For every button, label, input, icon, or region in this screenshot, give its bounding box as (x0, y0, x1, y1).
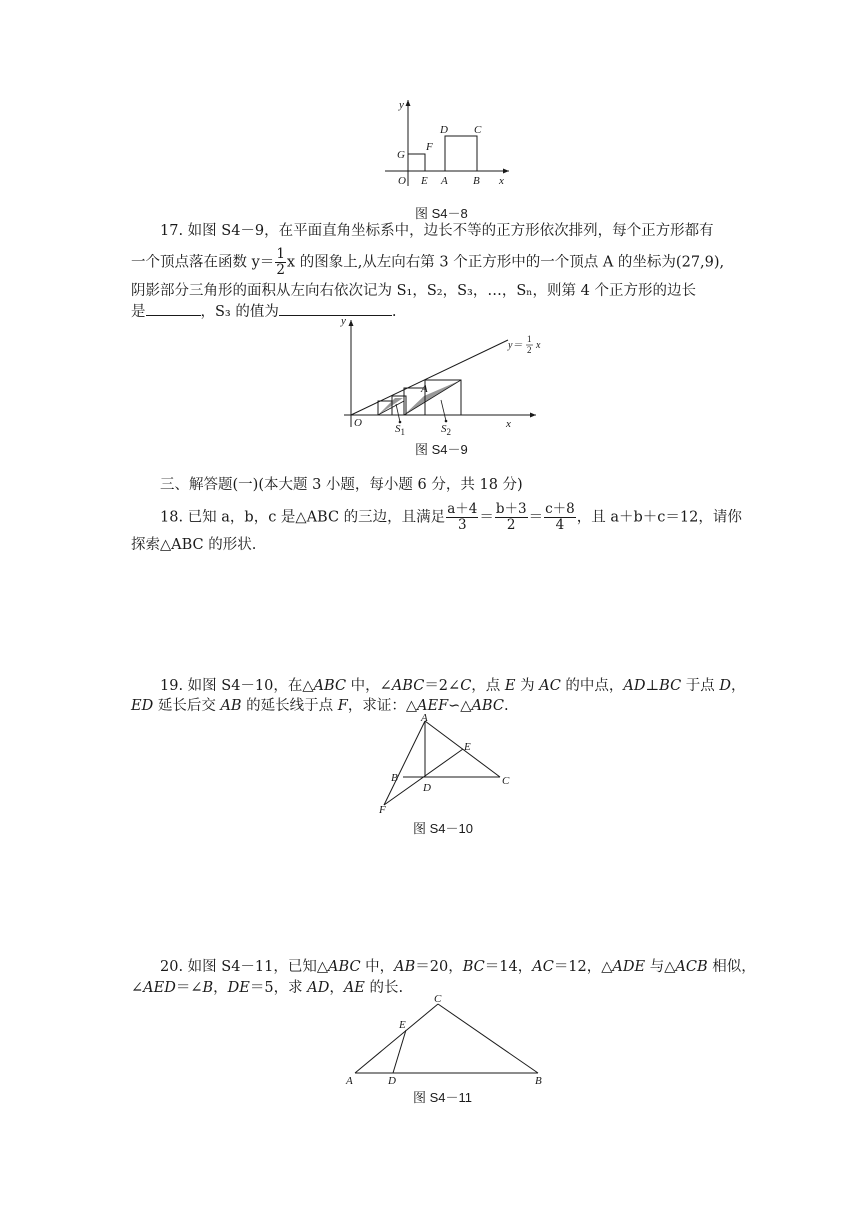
label-D: D (423, 782, 431, 794)
label-O: O (354, 417, 362, 429)
fraction-one-half: $\frac{1}{2}$ (276, 246, 285, 278)
label-F: F (426, 141, 433, 153)
q20-line1: 20. 如图 S4－11，已知△ABC 中，AB＝20，BC＝14，AC＝12，△ADE 与△ACB 相似， (160, 959, 756, 975)
label-G: G (397, 149, 405, 161)
label-E: E (464, 741, 471, 753)
label-C: C (474, 124, 482, 136)
fraction-1: $\frac{a+4}{3}$ (447, 501, 478, 533)
label-O: O (398, 175, 406, 187)
figure-s4-8 (375, 96, 515, 188)
label-B: B (535, 1075, 542, 1086)
figure-caption-s4-8: 图 S4－8 (415, 206, 468, 221)
figure-caption-s4-10: 图 S4－10 (413, 821, 473, 836)
label-B: B (473, 175, 480, 187)
q17-line4: 是 ，S₃ 的值为 . (131, 299, 396, 324)
label-C: C (502, 775, 510, 787)
label-A: A (346, 1075, 353, 1086)
label-D: D (440, 124, 448, 136)
q20-line2: ∠AED＝∠B，DE＝5，求 AD，AE 的长. (131, 980, 404, 996)
q18-line2: 探索△ABC 的形状. (131, 537, 257, 553)
q17-line2: 一个顶点落在函数 y＝ $\frac{1}{2}$ x 的图象上,从左向右第 3 个正方形中的一个顶点 A 的坐标为(27,9), (131, 246, 725, 278)
label-A: A (421, 383, 428, 395)
figure-caption-s4-11: 图 S4－11 (413, 1090, 473, 1105)
q18-line1: 18. 已知 a，b，c 是△ABC 的三边，且满足 $\frac{a+4}{3}$ ＝ $\frac{b+3}{2}$ ＝ $\frac{c+8}{4}$ ，且 a＋b＋c＝12，请你 (160, 501, 742, 533)
label-x: x (506, 418, 511, 430)
figure-s4-11 (340, 990, 550, 1086)
label-y: y (341, 315, 346, 327)
label-A: A (421, 712, 428, 724)
line-label-num: 1 (527, 334, 532, 344)
label-E: E (421, 175, 428, 187)
answer-blank-1 (146, 299, 201, 316)
q17-line1: 17. 如图 S4－9，在平面直角坐标系中，边长不等的正方形依次排列，每个正方形都有 (160, 223, 714, 239)
label-F: F (379, 804, 386, 814)
line-label-den: 2 (527, 345, 532, 355)
label-E: E (399, 1019, 406, 1031)
q19-line2: ED 延长后交 AB 的延长线于点 F，求证：△AEF∽△ABC. (131, 698, 509, 714)
section-header: 三、解答题(一)(本大题 3 小题，每小题 6 分，共 18 分) (160, 477, 523, 493)
line-label: y＝ (508, 340, 523, 351)
label-C: C (434, 993, 442, 1005)
figure-s4-9 (338, 312, 570, 440)
fraction-3: $\frac{c+8}{4}$ (545, 501, 575, 533)
label-D: D (388, 1075, 396, 1086)
fraction-2: $\frac{b+3}{2}$ (495, 501, 527, 533)
label-y: y (399, 99, 404, 111)
label-x: x (499, 175, 504, 187)
label-S1: $S_1$ (395, 423, 405, 437)
label-B: B (391, 772, 398, 784)
q17-line3: 阴影部分三角形的面积从左向右依次记为 S₁，S₂，S₃，…，Sₙ，则第 4 个正方形的边长 (131, 283, 696, 299)
q19-line1: 19. 如图 S4－10，在△ABC 中，∠ABC＝2∠C，点 E 为 AC 的中点，AD⊥BC 于点 D， (160, 678, 746, 694)
label-S2: $S_2$ (441, 423, 451, 437)
figure-s4-10 (376, 710, 516, 814)
label-A: A (441, 175, 448, 187)
figure-caption-s4-9: 图 S4－9 (415, 442, 468, 457)
line-label-x: x (536, 340, 541, 351)
